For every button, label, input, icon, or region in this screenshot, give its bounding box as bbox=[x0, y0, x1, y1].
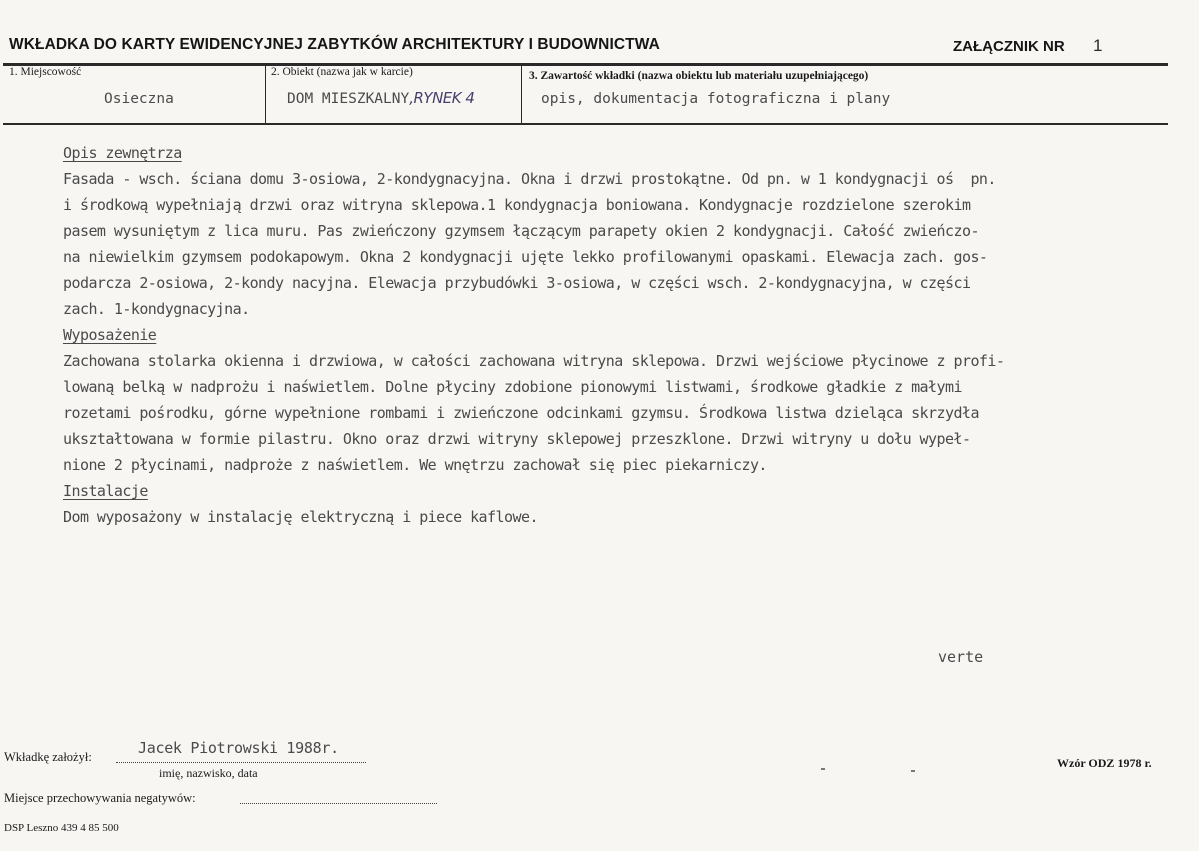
annex-number: 1 bbox=[1093, 36, 1103, 55]
text-line: pasem wysuniętym z lica muru. Pas zwieńczony gzymsem łączącym parapety okien 2 kondygnacji. Całość zwieńczo- bbox=[63, 222, 979, 240]
author-label: Wkładkę założył: bbox=[4, 750, 92, 764]
field-divider bbox=[265, 66, 266, 123]
contents-value: opis, dokumentacja fotograficzna i plany bbox=[541, 91, 891, 107]
contents-label-rest: (nazwa obiektu lub materiału uzupełniającego) bbox=[637, 70, 869, 82]
text-line: rozetami pośrodku, górne wypełnione rombami i zwieńczone odcinkami gzymsu. Środkowa listwa dzieląca skrzydła bbox=[63, 404, 979, 422]
text-line: podarcza 2-osiowa, 2-kondy nacyjna. Elewacja przybudówki 3-osiowa, w części wsch. 2-kondygnacyjna, w części bbox=[63, 274, 971, 292]
author-dotted-line bbox=[116, 762, 366, 763]
negatives-dotted-line bbox=[240, 803, 437, 804]
paper-speck bbox=[911, 770, 915, 772]
author-caption: imię, nazwisko, data bbox=[159, 766, 258, 780]
text-line: Fasada - wsch. ściana domu 3-osiowa, 2-kondygnacyjna. Okna i drzwi prostokątne. Od pn. w 1 kondygnacji oś pn. bbox=[63, 170, 996, 188]
paper-speck bbox=[821, 768, 825, 770]
text-line: na niewielkim gzymsem podokapowym. Okna 2 kondygnacji ujęte lekko profilowanymi opaskami. Elewacja zach. gos- bbox=[63, 248, 988, 266]
locality-label: 1. Miejscowość bbox=[9, 66, 82, 78]
text-line: Dom wyposażony w instalację elektryczną i piece kaflowe. bbox=[63, 508, 538, 526]
print-info: DSP Leszno 439 4 85 500 bbox=[4, 822, 119, 834]
text-line: Zachowana stolarka okienna i drzwiowa, w całości zachowana witryna sklepowa. Drzwi wejściowe płycinowe z profi- bbox=[63, 352, 1005, 370]
contents-label bbox=[529, 70, 868, 82]
text-line: lowaną belką w nadprożu i naświetlem. Dolne płyciny zdobione pionowymi listwami, środkowe gładkie z małymi bbox=[63, 378, 962, 396]
fields-rule bbox=[3, 123, 1168, 125]
section-heading: Instalacje bbox=[63, 482, 148, 500]
negatives-label: Miejsce przechowywania negatywów: bbox=[4, 791, 196, 805]
verte-note: verte bbox=[938, 648, 984, 666]
author-value: Jacek Piotrowski 1988r. bbox=[138, 739, 339, 757]
text-line: zach. 1-kondygnacyjna. bbox=[63, 300, 250, 318]
description-body bbox=[63, 140, 1173, 530]
text-line: i środkową wypełniają drzwi oraz witryna sklepowa.1 kondygnacja boniowana. Kondygnacje rozdzielone szerokim bbox=[63, 196, 971, 214]
template-code: Wzór ODZ 1978 r. bbox=[1057, 756, 1152, 770]
object-handwritten: ,RYNEK 4 bbox=[409, 89, 475, 107]
header-rule bbox=[3, 63, 1168, 66]
locality-value: Osieczna bbox=[104, 91, 174, 107]
section-heading: Wyposażenie bbox=[63, 326, 157, 344]
field-divider bbox=[521, 66, 522, 123]
object-value bbox=[287, 89, 474, 108]
text-line: ukształtowana w formie pilastru. Okno oraz drzwi witryny sklepowej przeszklone. Drzwi witryny u dołu wypeł- bbox=[63, 430, 971, 448]
object-label: 2. Obiekt (nazwa jak w karcie) bbox=[271, 66, 413, 78]
form-title: WKŁADKA DO KARTY EWIDENCYJNEJ ZABYTKÓW ARCHITEKTURY I BUDOWNICTWA bbox=[9, 36, 660, 53]
text-line: nione 2 płycinami, nadproże z naświetlem. We wnętrzu zachował się piec piekarniczy. bbox=[63, 456, 767, 474]
object-typed: DOM MIESZKALNY bbox=[287, 91, 410, 107]
annex-label: ZAŁĄCZNIK NR bbox=[953, 38, 1065, 55]
section-heading: Opis zewnętrza bbox=[63, 144, 182, 162]
contents-label-prefix: 3. Zawartość wkładki bbox=[529, 70, 635, 82]
